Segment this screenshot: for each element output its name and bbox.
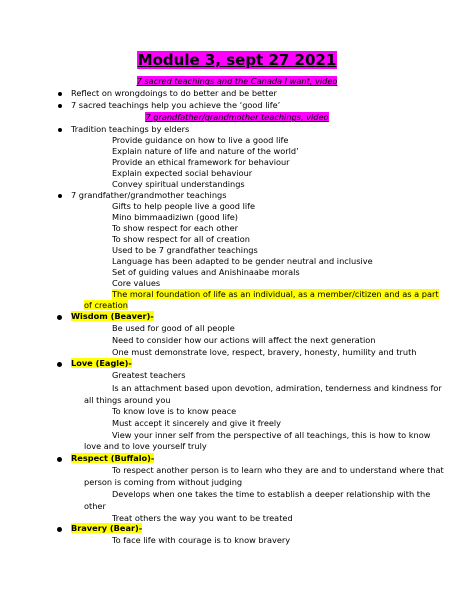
list-item: Mino bimmaadiziwn (good life) — [112, 212, 239, 222]
list-item: To show respect for each other — [112, 223, 239, 233]
love-heading-text: Love (Eagle)- — [71, 358, 132, 368]
tradition-heading: Tradition teachings by elders — [71, 124, 190, 134]
list-item: To respect another person is to learn who they are and to understand where that — [112, 465, 444, 475]
list-item: Set of guiding values and Anishinaabe morals — [112, 267, 300, 277]
list-item: To face life with courage is to know bravery — [112, 535, 291, 545]
subtitle-2 — [0, 111, 474, 123]
list-item: Language has been adapted to be gender neutral and inclusive — [112, 256, 373, 266]
subtitle-2-text: 7 grandfather/grandmother teachings, video — [145, 112, 329, 122]
list-item: Convey spiritual understandings — [112, 179, 245, 189]
list-item: Develops when one takes the time to establish a deeper relationship with the — [112, 489, 431, 499]
respect-heading-text: Respect (Buffalo)- — [71, 453, 155, 463]
bullet-dot — [57, 457, 62, 462]
list-item: Used to be 7 grandfather teachings — [112, 245, 258, 255]
list-item: other — [84, 501, 106, 511]
list-item: Core values — [112, 278, 161, 288]
bullet-dot — [57, 527, 62, 532]
subtitle-1 — [0, 75, 474, 87]
bravery-heading — [71, 522, 142, 534]
list-item: all things around you — [84, 395, 171, 405]
grandfather-heading: 7 grandfather/grandmother teachings — [71, 190, 227, 200]
bullet-dot — [58, 104, 62, 108]
list-item: person is coming from without judging — [84, 477, 243, 487]
list-item: love and to love yourself truly — [84, 441, 207, 451]
list-item: Explain expected social behaviour — [112, 168, 253, 178]
wisdom-heading-text: Wisdom (Beaver)- — [71, 311, 154, 321]
list-item: Greatest teachers — [112, 370, 186, 380]
bullet-item: 7 sacred teachings help you achieve the ‘good life’ — [71, 100, 281, 110]
list-item: One must demonstrate love, respect, bravery, honesty, humility and truth — [112, 347, 417, 357]
wisdom-heading — [71, 310, 154, 322]
bullet-item: Reflect on wrongdoings to do better and be better — [71, 88, 277, 98]
list-item: To show respect for all of creation — [112, 234, 250, 244]
bravery-heading-text: Bravery (Bear)- — [71, 523, 143, 533]
list-item: Explain nature of life and nature of the world’ — [112, 146, 299, 156]
bullet-dot — [57, 362, 62, 367]
highlighted-line — [112, 288, 439, 300]
list-item: Provide an ethical framework for behaviour — [112, 157, 290, 167]
bullet-dot — [58, 128, 62, 132]
list-item: Gifts to help people live a good life — [112, 201, 256, 211]
bullet-dot — [58, 92, 62, 96]
page-title — [0, 50, 474, 69]
list-item: Need to consider how our actions will affect the next generation — [112, 335, 376, 345]
list-item: View your inner self from the perspective of all teachings, this is how to know — [112, 430, 431, 440]
respect-heading — [71, 452, 154, 464]
list-item: Must accept it sincerely and give it freely — [112, 418, 282, 428]
title-text: Module 3, sept 27 2021 — [137, 51, 337, 69]
list-item: Treat others the way you want to be treated — [112, 513, 293, 523]
highlight-text: of creation — [84, 300, 128, 310]
love-heading — [71, 357, 132, 369]
list-item: To know love is to know peace — [112, 406, 237, 416]
list-item: Is an attachment based upon devotion, admiration, tenderness and kindness for — [112, 383, 442, 393]
list-item: Be used for good of all people — [112, 323, 235, 333]
list-item: Provide guidance on how to live a good life — [112, 135, 289, 145]
bullet-dot — [57, 315, 62, 320]
highlight-text: The moral foundation of life as an individual, as a member/citizen and as a part — [112, 289, 439, 299]
bullet-dot — [58, 194, 62, 198]
subtitle-1-text: 7 sacred teachings and the Canada I want, video — [136, 76, 338, 86]
